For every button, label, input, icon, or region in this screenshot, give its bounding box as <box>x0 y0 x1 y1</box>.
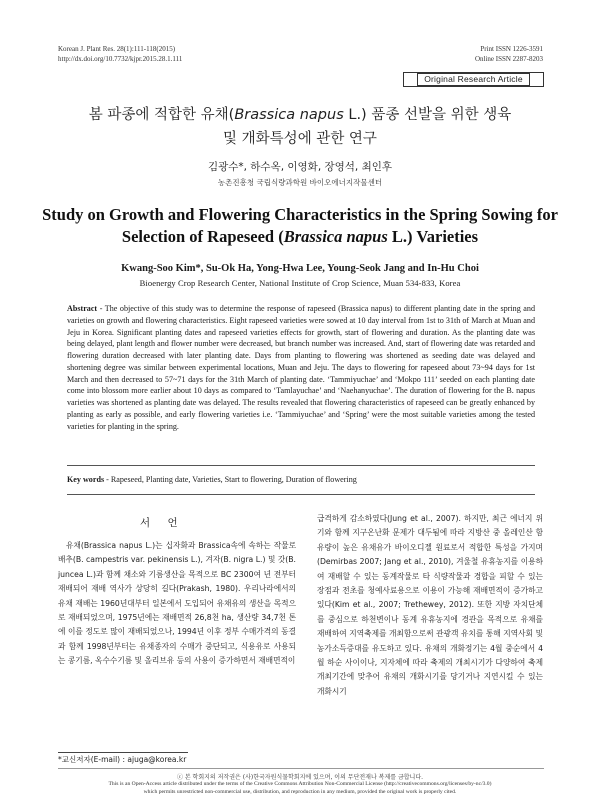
korean-title-line1 <box>40 103 560 124</box>
korean-title-species: Brassica napus <box>234 107 344 123</box>
section-heading-introduction: 서 언 <box>140 517 185 529</box>
body-column-right: 급격하게 감소하였다(Jung et al., 2007). 하지만, 최근 에너지 위기와 함께 지구온난화 문제가 대두됨에 따라 지방산 중 올레인산 함유량이 높은 유채유가 바이오디젤 원료로서 적합한 특성을 가지며(Demirbas 2007; Jang et al., 2010), 겨울철 유휴농지를 이용하여 재배할 수 있는 동계작물로 타 식량작물과 경합을 피할 수 있는 장점과 전초를 청예사료용으로 이용이 가능해 재배면적이 증가하고 있다(Kim et al., 2007; Trethewey, 2012). 또한 지방 자치단체를 중심으로 하천변이나 동계 유휴농지에 경관을 목적으로 유채를 재배하여 지역축제를 개최함으로써 관광객 유치를 통해 지역사회 및 농가소득증대를 유도하고 있다. 유채의 개화정기는 4월 중순에서 4월 하순 사이이나, 지자체에 따라 축제의 개최시기가 다양하여 축제 개최기간에 맞추어 유채의 개화시기를 당기거나 지연시킬 수 있는 개화시기 <box>317 514 543 696</box>
divider <box>67 465 535 466</box>
footer-rule <box>58 768 544 769</box>
korean-affiliation: 농촌진흥청 국립식량과학원 바이오에너지작물센터 <box>217 178 383 187</box>
issn-block <box>475 44 543 64</box>
copyright-notice: ⓒ 본 학회지의 저작권은 (사)한국자원식물학회지에 있으며, 이의 무단전재나 복제를 금합니다. <box>176 774 424 781</box>
abstract-label: Abstract <box>67 304 98 313</box>
doi-link[interactable]: http://dx.doi.org/10.7732/kjpr.2015.28.1.111 <box>58 55 183 63</box>
keywords <box>67 475 535 484</box>
english-title-text: L.) Varieties <box>387 227 479 246</box>
license-line: This is an Open-Access article distributed under the terms of the Creative Commons Attribution Non-Commercial License (http://creativecommons.org/licenses/by-nc/3.0) <box>108 781 492 787</box>
abstract-text: - The objective of this study was to determine the response of rapeseed (Brassica napus) to different planting date in the spring and varieties on growth and flowering characteristics. Eight rapeseed varieties were sowed at 10 day interval from 1st to 31th of March at Muan and Jeju in Korea. Significant planting dates and rapeseed varieties effects for growth, start of flowering and duration. As the planting date was being delayed, plant length and flower number were decreased, but branch number was increased. And, start of flowering date was retarded and flowering duration decreased with later planting date. Days from planting to flowering was shortened as seeding date was delayed and shortening degree was similar between experimental locations, Muan and Jeju. The days to flowering for rapeseed about 73~94 days for 1st March and then decreased to 57~71 days for the 31th March of planting date. ‘Tammiyuchae’ and ‘Mokpo 111’ seeded on each planting date come into blossom more earlier about 10 days as compared to ‘Tamlayuchae’ and ‘Naehanyuchae’. The duration of flowering for the B. napus varieties was shortened as planting date was delayed. The results revealed that flowering characteristics of rapeseed can be greatly enhanced by planting as early as possible, and early flowering varieties i.e. ‘Tammiyuchae’ and ‘Spring’ were the most suitable varieties among the tested varieties for planting in the spring. <box>67 304 535 431</box>
article-type-badge <box>403 72 544 87</box>
article-type-label: Original Research Article <box>417 73 530 86</box>
korean-authors: 김광수*, 하수옥, 이영화, 장영석, 최인후 <box>207 161 393 173</box>
license-line: which permits unrestricted non-commercial use, distribution, and reproduction in any medium, provided the original work is properly cited. <box>143 788 457 795</box>
license-notice <box>40 781 560 796</box>
english-title-line2 <box>30 227 570 247</box>
journal-citation <box>58 44 182 64</box>
online-issn: Online ISSN 2287-8203 <box>474 55 543 63</box>
english-authors: Kwang-Soo Kim*, Su-Ok Ha, Yong-Hwa Lee, Young-Seok Jang and In-Hu Choi <box>121 263 479 274</box>
korean-title-text: 봄 파종에 적합한 유채( <box>88 107 235 123</box>
keywords-label: Key words <box>67 475 105 484</box>
body-column-left: 유채(Brassica napus L.)는 십자화과 Brassica속에 속하는 작물로 배추(B. campestris var. pekinensis L.), 겨자(B. nigra L.) 및 갓(B. juncea L.)과 함께 채소와 기름생산을 목적으로 BC 2300여 년 전부터 재배되어 재배 역사가 상당히 길다(Prakash, 1980). 우리나라에서의 유채 재배는 1960년대부터 일본에서 도입되어 유채유의 생산을 목적으로 재배되었으며, 1975년에는 재배면적 26,8천 ha, 생산량 34,7천 톤에 이를 정도로 많이 재배되었으나, 1994년 이후 정부 수매가격의 동결과 함께 1998년부터는 유채종자의 수매가 중단되고, 식용유로 사용되는 콩기름, 옥수수기름 및 올리브유 등의 사용이 증가하면서 재배면적이 <box>58 541 296 666</box>
korean-title-line2: 및 개화특성에 관한 연구 <box>223 131 377 147</box>
corresponding-author-footnote: *교신저자(E-mail) : ajuga@korea.kr <box>58 755 187 764</box>
english-title-text: Selection of Rapeseed ( <box>121 227 284 246</box>
journal-line: Korean J. Plant Res. 28(1):111-118(2015) <box>58 45 176 53</box>
english-title-species: Brassica napus <box>283 227 388 246</box>
divider <box>67 494 535 495</box>
abstract <box>67 303 535 432</box>
korean-title-text: L.) 품종 선발을 위한 생육 <box>343 107 512 123</box>
footnote-rule <box>58 752 188 753</box>
english-affiliation: Bioenergy Crop Research Center, National Institute of Crop Science, Muan 534-833, Korea <box>139 278 461 288</box>
english-title-line1: Study on Growth and Flowering Characteristics in the Spring Sowing for <box>42 205 558 224</box>
print-issn: Print ISSN 1226-3591 <box>480 45 543 53</box>
keywords-text: - Rapeseed, Planting date, Varieties, Start to flowering, Duration of flowering <box>106 475 357 484</box>
